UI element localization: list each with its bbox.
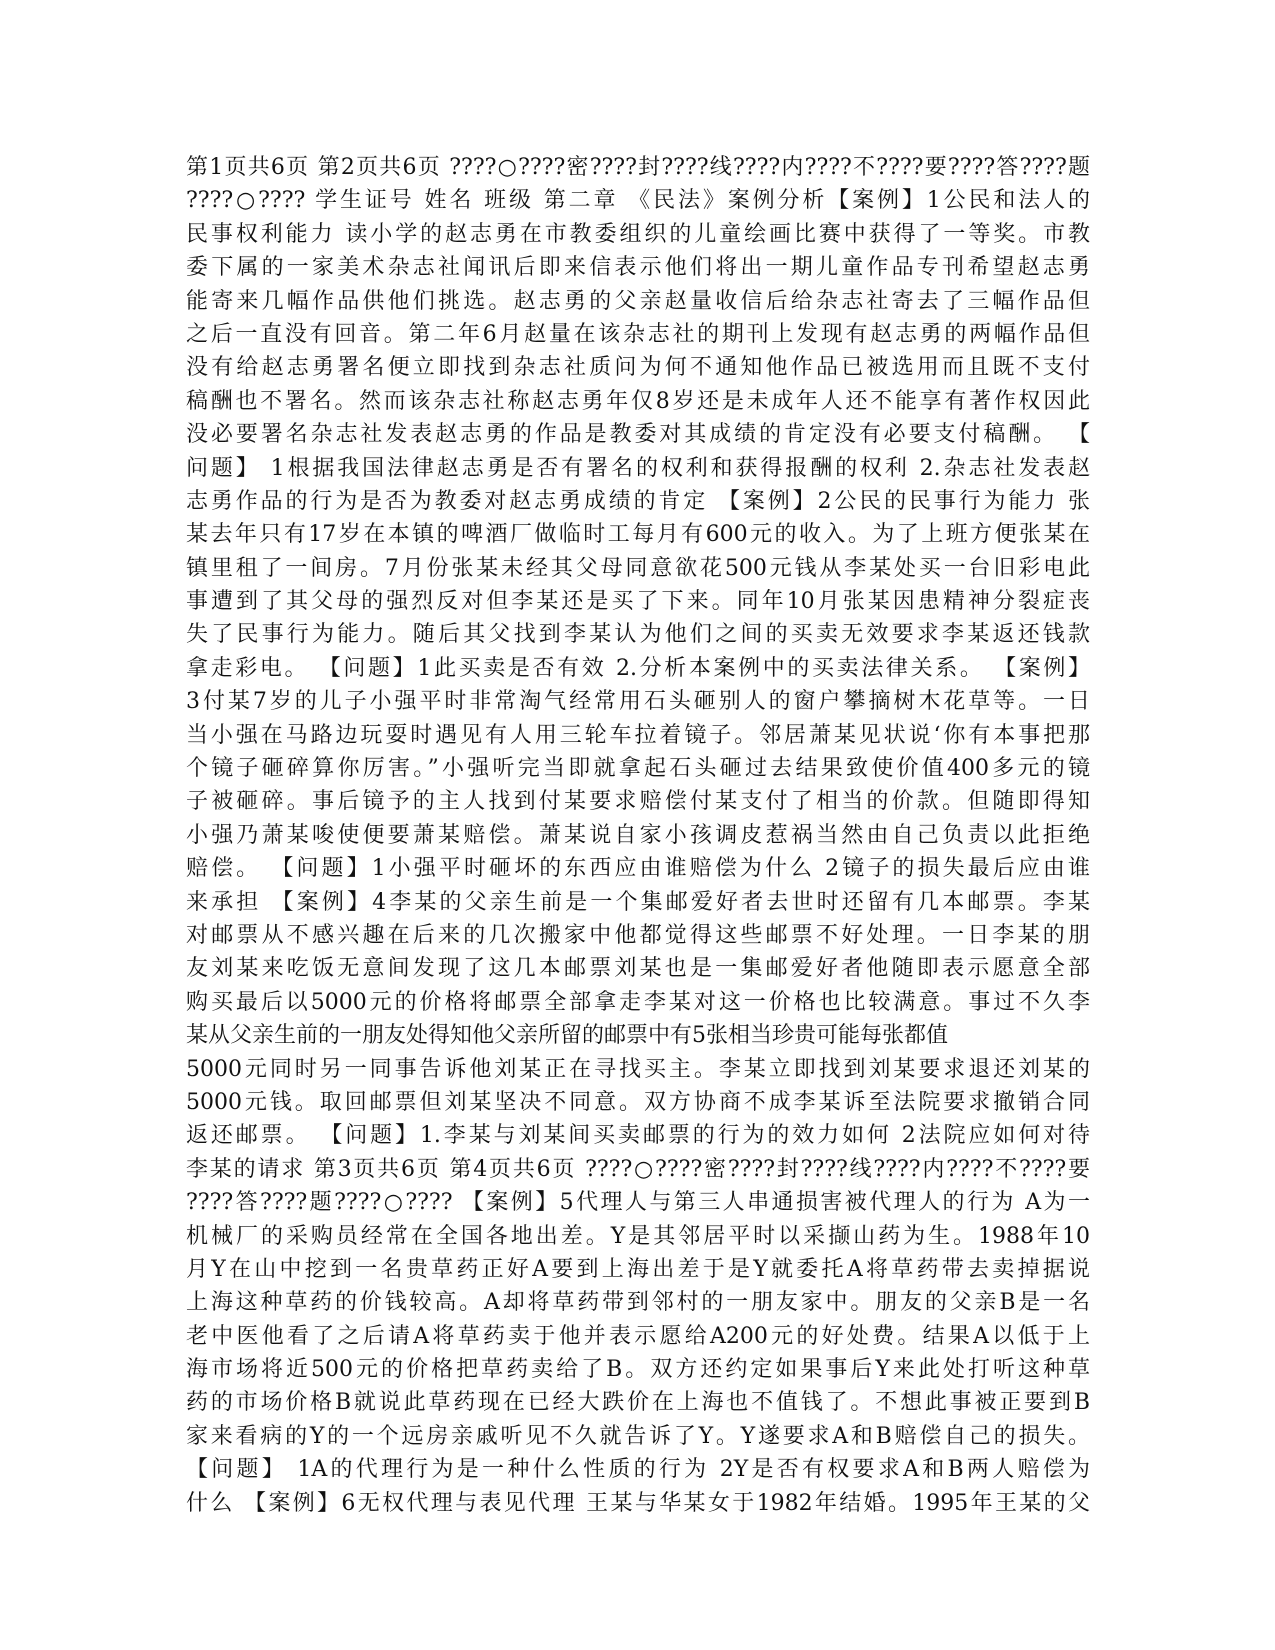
text-line: 志勇作品的行为是否为教委对赵志勇成绩的肯定 【案例】2公民的民事行为能力 张 bbox=[186, 488, 1090, 514]
text-line: 某从父亲生前的一朋友处得知他父亲所留的邮票中有5张相当珍贵可能每张都值 bbox=[186, 1023, 948, 1049]
text-line: 民事权利能力 读小学的赵志勇在市教委组织的儿童绘画比赛中获得了一等奖。市教 bbox=[186, 221, 1090, 247]
text-line: 赔偿。 【问题】1小强平时砸坏的东西应由谁赔偿为什么 2镜子的损失最后应由谁 bbox=[186, 856, 1090, 882]
text-line: 购买最后以5000元的价格将邮票全部拿走李某对这一价格也比较满意。事过不久李 bbox=[186, 989, 1090, 1015]
text-line: 返还邮票。 【问题】1.李某与刘某间买卖邮票的行为的效力如何 2法院应如何对待 bbox=[186, 1123, 1090, 1149]
text-line: 没必要署名杂志社发表赵志勇的作品是教委对其成绩的肯定没有必要支付稿酬。 【 bbox=[186, 422, 1090, 448]
text-line: 5000元同时另一同事告诉他刘某正在寻找买主。李某立即找到刘某要求退还刘某的 bbox=[186, 1056, 1090, 1082]
text-line: 来承担 【案例】4李某的父亲生前是一个集邮爱好者去世时还留有几本邮票。李某 bbox=[186, 889, 1090, 915]
text-line: 5000元钱。取回邮票但刘某坚决不同意。双方协商不成李某诉至法院要求撤销合同 bbox=[186, 1089, 1090, 1115]
text-line: 能寄来几幅作品供他们挑选。赵志勇的父亲赵量收信后给杂志社寄去了三幅作品但 bbox=[186, 288, 1090, 314]
text-line: 药的市场价格B就说此草药现在已经大跌价在上海也不值钱了。不想此事被正要到B bbox=[186, 1390, 1090, 1416]
text-line: 之后一直没有回音。第二年6月赵量在该杂志社的期刊上发现有赵志勇的两幅作品但 bbox=[186, 321, 1090, 347]
text-line: 上海这种草药的价钱较高。A却将草药带到邻村的一朋友家中。朋友的父亲B是一名 bbox=[186, 1290, 1090, 1316]
text-line: 问题】 1根据我国法律赵志勇是否有署名的权利和获得报酬的权利 2.杂志社发表赵 bbox=[186, 455, 1090, 481]
text-line: 海市场将近500元的价格把草药卖给了B。双方还约定如果事后Y来此处打听这种草 bbox=[186, 1357, 1090, 1383]
text-line: 友刘某来吃饭无意间发现了这几本邮票刘某也是一集邮爱好者他随即表示愿意全部 bbox=[186, 956, 1090, 982]
text-line: 对邮票从不感兴趣在后来的几次搬家中他都觉得这些邮票不好处理。一日李某的朋 bbox=[186, 922, 1090, 948]
text-line: 什么 【案例】6无权代理与表见代理 王某与华某女于1982年结婚。1995年王某的父 bbox=[186, 1490, 1090, 1516]
text-line: ????答????题????○???? 【案例】5代理人与第三人串通损害被代理人的行为 A为一 bbox=[186, 1190, 1090, 1216]
text-line: 没有给赵志勇署名便立即找到杂志社质问为何不通知他作品已被选用而且既不支付 bbox=[186, 355, 1090, 381]
document-body bbox=[186, 151, 1090, 1520]
text-line: 李某的请求 第3页共6页 第4页共6页 ????○????密????封????线????内????不????要 bbox=[186, 1156, 1090, 1182]
text-line: 老中医他看了之后请A将草药卖于他并表示愿给A200元的好处费。结果A以低于上 bbox=[186, 1323, 1090, 1349]
text-line: 子被砸碎。事后镜予的主人找到付某要求赔偿付某支付了相当的价款。但随即得知 bbox=[186, 789, 1090, 815]
text-line: ????○???? 学生证号 姓名 班级 第二章 《民法》案例分析【案例】1公民和法人的 bbox=[186, 188, 1090, 214]
text-line: 小强乃萧某唆使便要萧某赔偿。萧某说自家小孩调皮惹祸当然由自己负责以此拒绝 bbox=[186, 822, 1090, 848]
text-line: 镇里租了一间房。7月份张某未经其父母同意欲花500元钱从李某处买一台旧彩电此 bbox=[186, 555, 1090, 581]
text-line: 拿走彩电。 【问题】1此买卖是否有效 2.分析本案例中的买卖法律关系。 【案例】 bbox=[186, 655, 1090, 681]
text-line: 事遭到了其父母的强烈反对但李某还是买了下来。同年10月张某因患精神分裂症丧 bbox=[186, 589, 1090, 615]
text-line: 个镜子砸碎算你厉害。”小强听完当即就拿起石头砸过去结果致使价值400多元的镜 bbox=[186, 756, 1090, 782]
text-line: 3付某7岁的儿子小强平时非常淘气经常用石头砸别人的窗户攀摘树木花草等。一日 bbox=[186, 689, 1090, 715]
text-line: 稿酬也不署名。然而该杂志社称赵志勇年仅8岁还是未成年人还不能享有著作权因此 bbox=[186, 388, 1090, 414]
text-line: 【问题】 1A的代理行为是一种什么性质的行为 2Y是否有权要求A和B两人赔偿为 bbox=[186, 1457, 1090, 1483]
text-line: 失了民事行为能力。随后其父找到李某认为他们之间的买卖无效要求李某返还钱款 bbox=[186, 622, 1090, 648]
text-line: 机械厂的采购员经常在全国各地出差。Y是其邻居平时以采撷山药为生。1988年10 bbox=[186, 1223, 1090, 1249]
text-line: 第1页共6页 第2页共6页 ????○????密????封????线????内????不????要????答????题 bbox=[186, 155, 1090, 180]
text-line: 委下属的一家美术杂志社闻讯后即来信表示他们将出一期儿童作品专刊希望赵志勇 bbox=[186, 255, 1090, 281]
text-line: 当小强在马路边玩耍时遇见有人用三轮车拉着镜子。邻居萧某见状说‘你有本事把那 bbox=[186, 722, 1090, 748]
text-line: 家来看病的Y的一个远房亲戚听见不久就告诉了Y。Y遂要求A和B赔偿自己的损失。 bbox=[186, 1423, 1090, 1449]
text-line: 某去年只有17岁在本镇的啤酒厂做临时工每月有600元的收入。为了上班方便张某在 bbox=[186, 522, 1090, 548]
text-line: 月Y在山中挖到一名贵草药正好A要到上海出差于是Y就委托A将草药带去卖掉据说 bbox=[186, 1256, 1090, 1282]
